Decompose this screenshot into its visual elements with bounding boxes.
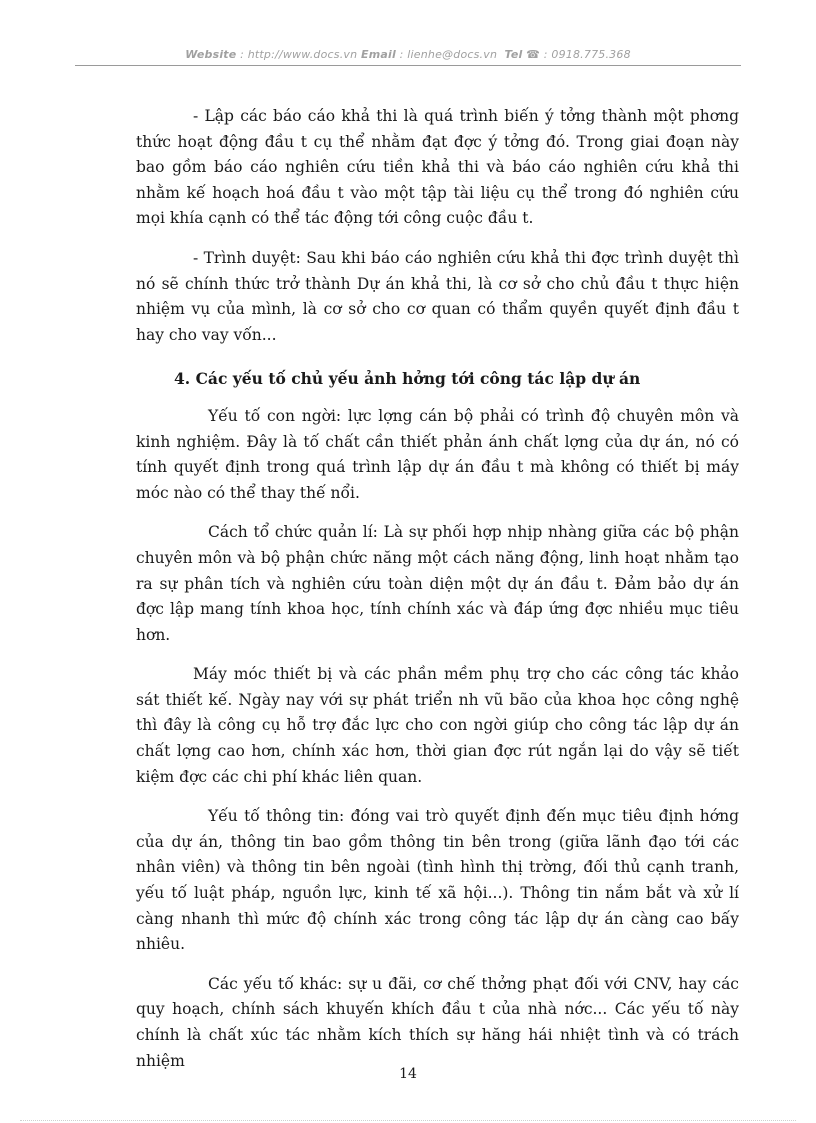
paragraph-other-factors: Các yếu tố khác: sự u đãi, cơ chế thởng phạt đối với CNV, hay các quy hoạch, chính sách khuyến khích đầu t của nhà nớc... Các yếu tố này chính là chất xúc tác nhằm kích thích sự hăng hái nhiệt tình và có trách nhiệm <box>136 974 739 1070</box>
section-heading: 4. Các yếu tố chủ yếu ảnh hởng tới công tác lập dự án <box>174 369 641 389</box>
tel-label: Tel <box>504 48 523 61</box>
tel-value: 0918.775.368 <box>551 48 631 61</box>
email-separator: : <box>395 48 408 61</box>
page-header <box>75 48 741 61</box>
paragraph-approval: - Trình duyệt: Sau khi báo cáo nghiên cứu khả thi đợc trình duyệt thì nó sẽ chính thức trở thành Dự án khả thi, là cơ sở cho chủ đầu t thực hiện nhiệm vụ của mình, là cơ sở cho cơ quan có thẩm quyền quyết định đầu t hay cho vay vốn... <box>136 248 739 344</box>
document-body <box>136 104 739 1074</box>
page-number: 14 <box>399 1066 417 1082</box>
tel-separator: : <box>540 48 552 61</box>
footer-dotted-line <box>20 1120 796 1121</box>
paragraph-information: Yếu tố thông tin: đóng vai trò quyết định đến mục tiêu định hớng của dự án, thông tin bao gồm thông tin bên trong (giữa lãnh đạo tới các nhân viên) và thông tin bên ngoài (tình hình thị trờng, đối thủ cạnh tranh, yếu tố luật pháp, nguồn lực, kinh tế xã hội...). Thông tin nắm bắt và xử lí càng nhanh thì mức độ chính xác trong công tác lập dự án càng cao bấy nhiêu. <box>136 807 739 954</box>
header-divider <box>75 65 741 66</box>
website-separator: : <box>236 48 248 61</box>
email-link[interactable]: lienhe@docs.vn <box>407 48 498 61</box>
website-label: Website <box>185 48 237 61</box>
paragraph-equipment: Máy móc thiết bị và các phần mềm phụ trợ cho các công tác khảo sát thiết kế. Ngày nay với sự phát triển nh vũ bão của khoa học công nghệ thì đây là công cụ hỗ trợ đắc lực cho con ngời giúp cho công tác lập dự án chất lợng cao hơn, chính xác hơn, thời gian đợc rút ngắn lại do vậy sẽ tiết kiệm đợc các chi phí khác liên quan. <box>136 665 739 786</box>
paragraph-human-factor: Yếu tố con ngời: lực lợng cán bộ phải có trình độ chuyên môn và kinh nghiệm. Đây là tố chất cần thiết phản ánh chất lợng của dự án, nó có tính quyết định trong quá trình lập dự án đầu t mà không có thiết bị máy móc nào có thể thay thế nổi. <box>136 406 739 502</box>
paragraph-management: Cách tổ chức quản lí: Là sự phối hợp nhịp nhàng giữa các bộ phận chuyên môn và bộ phận chức năng một cách năng động, linh hoạt nhằm tạo ra sự phân tích và nghiên cứu toàn diện một dự án đầu t. Đảm bảo dự án đợc lập mang tính khoa học, tính chính xác và đáp ứng đợc nhiều mục tiêu hơn. <box>136 523 739 644</box>
website-link[interactable]: http://www.docs.vn <box>247 48 358 61</box>
paragraph-feasibility-report: - Lập các báo cáo khả thi là quá trình biến ý tởng thành một phơng thức hoạt động đầu t cụ thể nhằm đạt đợc ý tởng đó. Trong giai đoạn này bao gồm báo cáo nghiên cứu tiền khả thi và báo cáo nghiên cứu khả thi nhằm kế hoạch hoá đầu t vào một tập tài liệu cụ thể trong đó nghiên cứu mọi khía cạnh có thể tác động tới công cuộc đầu t. <box>136 107 739 228</box>
phone-icon: ☎ <box>526 48 541 61</box>
email-label: Email <box>361 48 396 61</box>
